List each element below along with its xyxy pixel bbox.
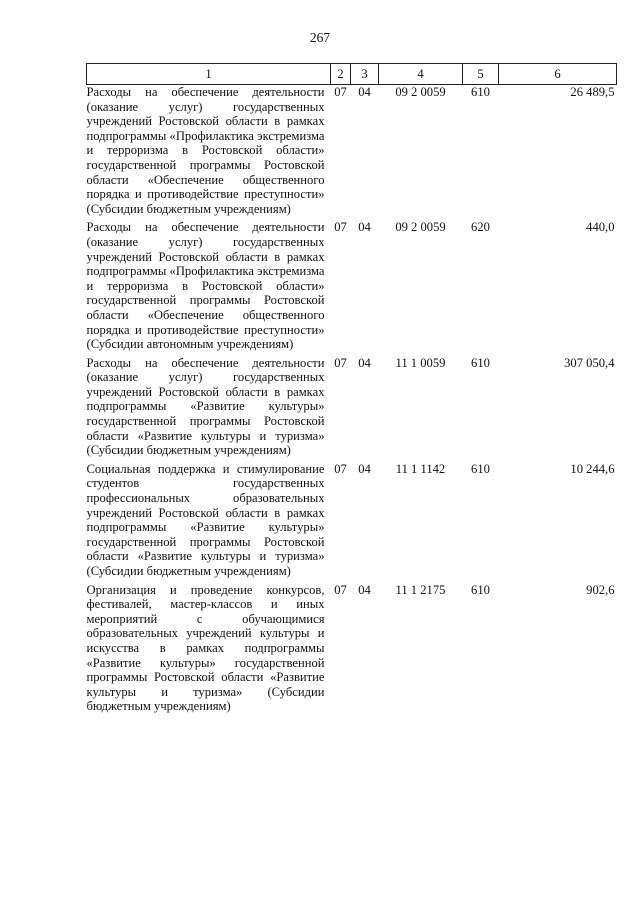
- row-expense-type-code: 610: [471, 582, 490, 597]
- row-section-code: 07: [334, 582, 347, 597]
- row-description: Расходы на обеспечение деятельности (оказание услуг) государственных учреждений Ростовской области в рамках подпрограммы «Профилактика экстремизма и терроризма в Ростовской области» государственной программы Ростовской области «Обеспечение общественного порядка и противодействие преступности» (Субсидии автономным учреждениям): [86, 220, 325, 352]
- row-expense-type-code: 610: [471, 461, 490, 476]
- row-amount: 10 244,6: [570, 461, 615, 476]
- row-expense-type-code: 610: [471, 355, 490, 370]
- table-row: [87, 583, 617, 718]
- row-subsection-code: 04: [358, 220, 371, 235]
- column-header-1: 1: [87, 64, 331, 85]
- row-section-code: 07: [334, 461, 347, 476]
- column-header-2: 2: [331, 64, 351, 85]
- row-section-code: 07: [334, 85, 347, 99]
- row-amount: 307 050,4: [564, 355, 615, 370]
- row-description: Социальная поддержка и стимулирование студентов государственных профессиональных образовательных учреждений Ростовской области в рамках подпрограммы «Развитие культуры» государственной программы Ростовской области «Развитие культуры и туризма» (Субсидии бюджетным учреждениям): [86, 461, 325, 578]
- table-row: [87, 356, 617, 462]
- row-target-article-code: 11 1 0059: [395, 355, 446, 370]
- row-description: Расходы на обеспечение деятельности (оказание услуг) государственных учреждений Ростовской области в рамках подпрограммы «Профилактика экстремизма и терроризма в Ростовской области» государственной программы Ростовской области «Обеспечение общественного порядка и противодействие преступности» (Субсидии бюджетным учреждениям): [86, 85, 325, 216]
- page-number: 267: [309, 30, 331, 45]
- row-subsection-code: 04: [358, 582, 371, 597]
- row-subsection-code: 04: [358, 461, 371, 476]
- row-target-article-code: 11 1 2175: [395, 582, 446, 597]
- table-row: [87, 85, 617, 221]
- row-target-article-code: 11 1 1142: [395, 461, 446, 476]
- table-row: [87, 220, 617, 355]
- column-header-6: 6: [499, 64, 617, 85]
- row-expense-type-code: 620: [471, 220, 490, 235]
- row-expense-type-code: 610: [471, 85, 490, 99]
- table-header-row: [87, 64, 617, 85]
- row-target-article-code: 09 2 0059: [395, 220, 446, 235]
- table-row: [87, 462, 617, 583]
- column-header-3: 3: [351, 64, 379, 85]
- row-amount: 902,6: [586, 582, 615, 597]
- row-description: Организация и проведение конкурсов, фестивалей, мастер-классов и иных мероприятий с обучающимися образовательных учреждений культуры и искусства в рамках подпрограммы «Развитие культуры» государственной программы Ростовской области «Развитие культуры и туризма» (Субсидии бюджетным учреждениям): [86, 582, 325, 714]
- row-section-code: 07: [334, 220, 347, 235]
- row-subsection-code: 04: [358, 355, 371, 370]
- column-header-5: 5: [463, 64, 499, 85]
- row-subsection-code: 04: [358, 85, 371, 99]
- row-amount: 26 489,5: [570, 85, 615, 99]
- column-header-4: 4: [379, 64, 463, 85]
- row-description: Расходы на обеспечение деятельности (оказание услуг) государственных учреждений Ростовской области в рамках подпрограммы «Развитие культуры» государственной программы Ростовской области «Развитие культуры и туризма» (Субсидии бюджетным учреждениям): [86, 355, 325, 458]
- budget-table: [86, 63, 617, 718]
- row-section-code: 07: [334, 355, 347, 370]
- row-target-article-code: 09 2 0059: [395, 85, 446, 99]
- row-amount: 440,0: [586, 220, 615, 235]
